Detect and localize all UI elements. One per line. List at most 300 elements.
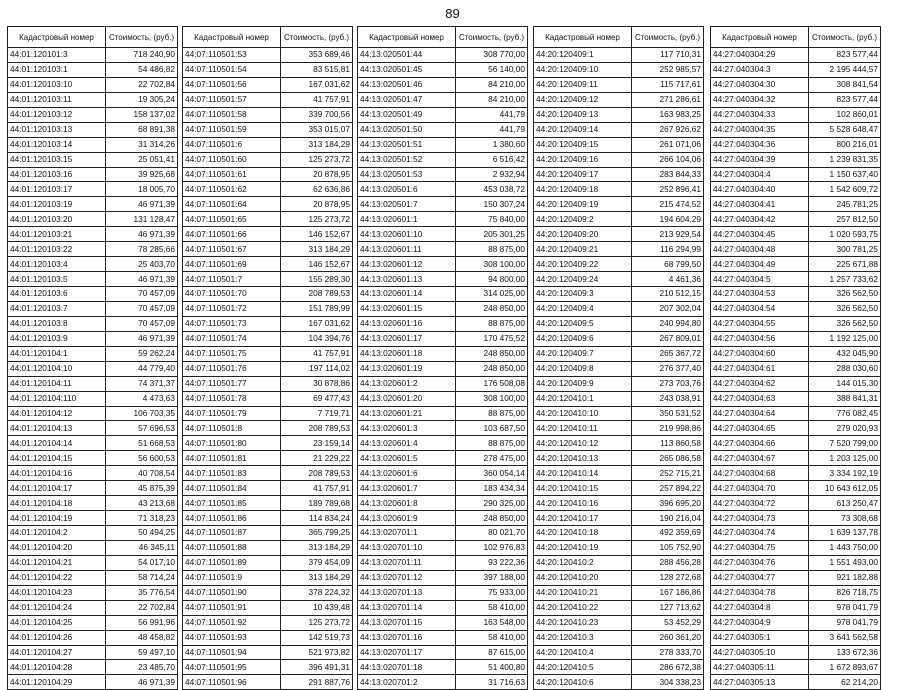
cadastral-number: 44:20:120410:18 xyxy=(534,526,632,541)
cost-value: 146 152,67 xyxy=(281,227,353,242)
cadastral-number: 44:13:020501:6 xyxy=(358,182,456,197)
cost-value: 25 051,41 xyxy=(106,152,178,167)
cost-value: 326 562,50 xyxy=(809,301,881,316)
cost-value: 20 878,95 xyxy=(281,167,353,182)
table-row xyxy=(183,421,353,436)
cadastral-number: 44:20:120409:9 xyxy=(534,376,632,391)
cost-value: 68 799,50 xyxy=(632,257,704,272)
cadastral-number: 44:20:120409:8 xyxy=(534,361,632,376)
cost-value: 978 041,79 xyxy=(809,615,881,630)
table-row xyxy=(183,182,353,197)
table-row xyxy=(8,182,178,197)
table-row xyxy=(358,331,528,346)
cost-value: 46 971,39 xyxy=(106,675,178,690)
table-row xyxy=(183,466,353,481)
cadastral-number: 44:27:040304:41 xyxy=(711,197,809,212)
cost-value: 1 672 893,67 xyxy=(809,660,881,675)
cost-value: 288 456,28 xyxy=(632,555,704,570)
cadastral-number: 44:07:110501:69 xyxy=(183,257,281,272)
cost-value: 339 700,56 xyxy=(281,107,353,122)
cadastral-number: 44:01:120104:20 xyxy=(8,540,106,555)
cost-value: 114 834,24 xyxy=(281,511,353,526)
table-row xyxy=(534,451,704,466)
cadastral-number: 44:20:120410:23 xyxy=(534,615,632,630)
table-row xyxy=(183,645,353,660)
table-row xyxy=(711,331,881,346)
cadastral-number: 44:07:110501:88 xyxy=(183,540,281,555)
cost-value: 1 150 637,40 xyxy=(809,167,881,182)
cost-value: 176 508,08 xyxy=(456,376,528,391)
cost-value: 273 703,76 xyxy=(632,376,704,391)
table-row xyxy=(183,48,353,63)
table-row xyxy=(183,242,353,257)
cadastral-number: 44:07:110501:74 xyxy=(183,331,281,346)
cadastral-number: 44:27:040304:53 xyxy=(711,287,809,302)
cadastral-number: 44:20:120410:10 xyxy=(534,406,632,421)
cadastral-number: 44:20:120410:19 xyxy=(534,540,632,555)
table-row xyxy=(183,272,353,287)
table-row xyxy=(358,660,528,675)
cost-value: 144 015,30 xyxy=(809,376,881,391)
cost-value: 46 971,39 xyxy=(106,272,178,287)
cost-value: 74 371,37 xyxy=(106,376,178,391)
table-row xyxy=(8,585,178,600)
cadastral-number: 44:20:120409:12 xyxy=(534,92,632,107)
cadastral-number: 44:13:020701:17 xyxy=(358,645,456,660)
cost-value: 4 461,36 xyxy=(632,272,704,287)
cost-value: 41 757,91 xyxy=(281,481,353,496)
cost-value: 276 377,40 xyxy=(632,361,704,376)
table-row xyxy=(534,436,704,451)
cadastral-table-3 xyxy=(357,26,528,690)
cost-value: 133 672,36 xyxy=(809,645,881,660)
cost-value: 190 216,04 xyxy=(632,511,704,526)
table-row xyxy=(534,197,704,212)
cadastral-number: 44:13:020601:20 xyxy=(358,391,456,406)
header-number: Кадастровый номер xyxy=(534,27,632,48)
cadastral-number: 44:07:110501:67 xyxy=(183,242,281,257)
cadastral-number: 44:01:120101:3 xyxy=(8,48,106,63)
cost-value: 441,79 xyxy=(456,122,528,137)
cadastral-number: 44:01:120104:11 xyxy=(8,376,106,391)
cadastral-number: 44:20:120410:22 xyxy=(534,600,632,615)
header-cost: Стоимость, (руб.) xyxy=(456,27,528,48)
cadastral-number: 44:01:120103:4 xyxy=(8,257,106,272)
table-row xyxy=(8,77,178,92)
cost-value: 304 338,23 xyxy=(632,675,704,690)
table-row xyxy=(358,107,528,122)
header-number: Кадастровый номер xyxy=(183,27,281,48)
cadastral-number: 44:20:120409:18 xyxy=(534,182,632,197)
cadastral-number: 44:07:110501:8 xyxy=(183,421,281,436)
table-row xyxy=(8,615,178,630)
cost-value: 308 100,00 xyxy=(456,257,528,272)
cost-value: 73 308,68 xyxy=(809,511,881,526)
cost-value: 314 025,00 xyxy=(456,287,528,302)
cost-value: 80 021,70 xyxy=(456,526,528,541)
cost-value: 62 214,20 xyxy=(809,675,881,690)
table-row xyxy=(534,675,704,690)
table-row xyxy=(534,316,704,331)
cadastral-number: 44:13:020701:18 xyxy=(358,660,456,675)
cost-value: 3 334 192,19 xyxy=(809,466,881,481)
cost-value: 213 929,54 xyxy=(632,227,704,242)
cadastral-table-4 xyxy=(533,26,704,690)
table-row xyxy=(711,92,881,107)
cost-value: 45 875,39 xyxy=(106,481,178,496)
table-row xyxy=(183,361,353,376)
table-row xyxy=(534,242,704,257)
cadastral-number: 44:01:120103:9 xyxy=(8,331,106,346)
cadastral-number: 44:13:020701:14 xyxy=(358,600,456,615)
table-row xyxy=(358,361,528,376)
cadastral-number: 44:07:110501:9 xyxy=(183,570,281,585)
cost-value: 823 577,44 xyxy=(809,92,881,107)
cost-value: 2 932,94 xyxy=(456,167,528,182)
cadastral-number: 44:07:110501:65 xyxy=(183,212,281,227)
cost-value: 104 394,76 xyxy=(281,331,353,346)
table-row xyxy=(8,540,178,555)
table-row xyxy=(8,555,178,570)
cost-value: 718 240,90 xyxy=(106,48,178,63)
cadastral-number: 44:01:120103:6 xyxy=(8,287,106,302)
table-row xyxy=(358,675,528,690)
cadastral-number: 44:13:020501:53 xyxy=(358,167,456,182)
cadastral-number: 44:20:120409:24 xyxy=(534,272,632,287)
cadastral-number: 44:20:120409:7 xyxy=(534,346,632,361)
cadastral-number: 44:20:120409:4 xyxy=(534,301,632,316)
table-row xyxy=(8,92,178,107)
cadastral-number: 44:01:120104:10 xyxy=(8,361,106,376)
table-row xyxy=(183,92,353,107)
table-row xyxy=(534,660,704,675)
table-row xyxy=(8,152,178,167)
cadastral-number: 44:27:040304:48 xyxy=(711,242,809,257)
table-row xyxy=(183,331,353,346)
table-row xyxy=(711,137,881,152)
table-row xyxy=(358,540,528,555)
table-row xyxy=(534,376,704,391)
table-row xyxy=(183,257,353,272)
table-row xyxy=(711,257,881,272)
cadastral-number: 44:20:120410:12 xyxy=(534,436,632,451)
table-row xyxy=(8,511,178,526)
table-row xyxy=(358,92,528,107)
cadastral-number: 44:07:110501:83 xyxy=(183,466,281,481)
table-row xyxy=(183,496,353,511)
cadastral-number: 44:13:020501:51 xyxy=(358,137,456,152)
cadastral-number: 44:27:040304:39 xyxy=(711,152,809,167)
cadastral-number: 44:20:120410:3 xyxy=(534,630,632,645)
table-row xyxy=(8,600,178,615)
cost-value: 54 017,10 xyxy=(106,555,178,570)
table-row xyxy=(8,451,178,466)
table-row xyxy=(8,376,178,391)
table-row xyxy=(358,585,528,600)
header-number: Кадастровый номер xyxy=(711,27,809,48)
cost-value: 10 643 612,05 xyxy=(809,481,881,496)
table-row xyxy=(534,48,704,63)
table-row xyxy=(358,376,528,391)
cost-value: 266 104,06 xyxy=(632,152,704,167)
table-row xyxy=(534,555,704,570)
cost-value: 158 137,02 xyxy=(106,107,178,122)
cost-value: 291 887,76 xyxy=(281,675,353,690)
table-row xyxy=(183,570,353,585)
cadastral-number: 44:01:120103:20 xyxy=(8,212,106,227)
cost-value: 1 443 750,00 xyxy=(809,540,881,555)
table-row xyxy=(534,287,704,302)
table-row xyxy=(358,272,528,287)
cost-value: 257 894,22 xyxy=(632,481,704,496)
table-row xyxy=(534,62,704,77)
cadastral-number: 44:20:120409:16 xyxy=(534,152,632,167)
cost-value: 267 926,62 xyxy=(632,122,704,137)
cadastral-number: 44:27:040304:68 xyxy=(711,466,809,481)
cadastral-number: 44:20:120410:11 xyxy=(534,421,632,436)
cost-value: 46 971,39 xyxy=(106,197,178,212)
table-row xyxy=(183,615,353,630)
table-row xyxy=(711,287,881,302)
cost-value: 88 875,00 xyxy=(456,316,528,331)
cost-value: 7 719,71 xyxy=(281,406,353,421)
table-row xyxy=(358,197,528,212)
cost-value: 84 210,00 xyxy=(456,92,528,107)
table-row xyxy=(534,167,704,182)
cost-value: 57 696,53 xyxy=(106,421,178,436)
cost-value: 18 005,70 xyxy=(106,182,178,197)
cadastral-number: 44:13:020701:11 xyxy=(358,555,456,570)
cost-value: 163 983,25 xyxy=(632,107,704,122)
table-row xyxy=(711,555,881,570)
cost-value: 350 531,52 xyxy=(632,406,704,421)
cost-value: 78 285,66 xyxy=(106,242,178,257)
cadastral-number: 44:13:020601:15 xyxy=(358,301,456,316)
cost-value: 102 860,01 xyxy=(809,107,881,122)
cost-value: 286 672,38 xyxy=(632,660,704,675)
cadastral-number: 44:01:120103:5 xyxy=(8,272,106,287)
table-row xyxy=(358,600,528,615)
cadastral-number: 44:13:020501:47 xyxy=(358,92,456,107)
cost-value: 68 891,38 xyxy=(106,122,178,137)
cadastral-number: 44:01:120104:27 xyxy=(8,645,106,660)
cost-value: 1 639 137,78 xyxy=(809,526,881,541)
cost-value: 326 562,50 xyxy=(809,316,881,331)
table-row xyxy=(711,361,881,376)
cadastral-number: 44:07:110501:64 xyxy=(183,197,281,212)
cadastral-number: 44:01:120103:12 xyxy=(8,107,106,122)
cost-value: 353 689,46 xyxy=(281,48,353,63)
table-row xyxy=(358,615,528,630)
table-row xyxy=(711,301,881,316)
header-number: Кадастровый номер xyxy=(8,27,106,48)
cadastral-number: 44:07:110501:95 xyxy=(183,660,281,675)
cadastral-number: 44:07:110501:91 xyxy=(183,600,281,615)
table-row xyxy=(358,316,528,331)
table-row xyxy=(358,182,528,197)
cost-value: 167 031,62 xyxy=(281,316,353,331)
cost-value: 396 695,20 xyxy=(632,496,704,511)
cadastral-number: 44:13:020601:18 xyxy=(358,346,456,361)
table-row xyxy=(358,451,528,466)
cost-value: 19 305,24 xyxy=(106,92,178,107)
cost-value: 113 860,58 xyxy=(632,436,704,451)
cadastral-number: 44:13:020601:10 xyxy=(358,227,456,242)
cadastral-number: 44:13:020501:45 xyxy=(358,62,456,77)
cadastral-number: 44:13:020601:17 xyxy=(358,331,456,346)
cost-value: 48 458,82 xyxy=(106,630,178,645)
table-row xyxy=(358,570,528,585)
table-row xyxy=(183,600,353,615)
cadastral-number: 44:13:020501:49 xyxy=(358,107,456,122)
table-row xyxy=(183,436,353,451)
cost-value: 56 600,53 xyxy=(106,451,178,466)
cost-value: 59 497,10 xyxy=(106,645,178,660)
header-cost: Стоимость, (руб.) xyxy=(281,27,353,48)
cadastral-number: 44:13:020601:1 xyxy=(358,212,456,227)
table-row xyxy=(711,212,881,227)
cadastral-number: 44:13:020701:16 xyxy=(358,630,456,645)
table-row xyxy=(183,227,353,242)
cadastral-number: 44:20:120410:15 xyxy=(534,481,632,496)
cadastral-number: 44:01:120104:13 xyxy=(8,421,106,436)
cadastral-number: 44:27:040305:10 xyxy=(711,645,809,660)
cadastral-number: 44:13:020701:2 xyxy=(358,675,456,690)
cadastral-number: 44:27:040304:40 xyxy=(711,182,809,197)
cadastral-number: 44:27:040304:74 xyxy=(711,526,809,541)
cost-value: 1 257 733,62 xyxy=(809,272,881,287)
cost-value: 31 314,26 xyxy=(106,137,178,152)
cost-value: 102 976,83 xyxy=(456,540,528,555)
cost-value: 397 188,00 xyxy=(456,570,528,585)
table-row xyxy=(8,242,178,257)
cadastral-number: 44:07:110501:57 xyxy=(183,92,281,107)
table-row xyxy=(358,481,528,496)
header-number: Кадастровый номер xyxy=(358,27,456,48)
cadastral-number: 44:01:120103:21 xyxy=(8,227,106,242)
cost-value: 197 114,02 xyxy=(281,361,353,376)
cadastral-number: 44:01:120104:18 xyxy=(8,496,106,511)
cost-value: 1 380,60 xyxy=(456,137,528,152)
cost-value: 51 668,53 xyxy=(106,436,178,451)
table-row xyxy=(534,257,704,272)
cadastral-number: 44:27:040304:64 xyxy=(711,406,809,421)
cadastral-number: 44:27:040304:3 xyxy=(711,62,809,77)
cadastral-number: 44:13:020601:19 xyxy=(358,361,456,376)
cost-value: 441,79 xyxy=(456,107,528,122)
table-row xyxy=(358,242,528,257)
cost-value: 54 486,82 xyxy=(106,62,178,77)
cost-value: 31 716,63 xyxy=(456,675,528,690)
cost-value: 155 289,30 xyxy=(281,272,353,287)
table-row xyxy=(183,122,353,137)
table-row xyxy=(358,421,528,436)
table-row xyxy=(183,451,353,466)
cost-value: 308 770,00 xyxy=(456,48,528,63)
cadastral-number: 44:20:120410:14 xyxy=(534,466,632,481)
cost-value: 215 474,52 xyxy=(632,197,704,212)
table-row xyxy=(711,630,881,645)
cost-value: 30 878,86 xyxy=(281,376,353,391)
cost-value: 800 216,01 xyxy=(809,137,881,152)
table-row xyxy=(8,301,178,316)
cadastral-number: 44:20:120409:3 xyxy=(534,287,632,302)
table-row xyxy=(711,48,881,63)
cost-value: 978 041,79 xyxy=(809,600,881,615)
table-row xyxy=(8,361,178,376)
cost-value: 5 528 648,47 xyxy=(809,122,881,137)
cost-value: 35 776,54 xyxy=(106,585,178,600)
table-row xyxy=(8,406,178,421)
cost-value: 75 933,00 xyxy=(456,585,528,600)
cadastral-number: 44:01:120104:26 xyxy=(8,630,106,645)
cost-value: 252 985,57 xyxy=(632,62,704,77)
cost-value: 248 850,00 xyxy=(456,346,528,361)
cost-value: 826 718,75 xyxy=(809,585,881,600)
cadastral-number: 44:27:040304:9 xyxy=(711,615,809,630)
cost-value: 308 841,54 xyxy=(809,77,881,92)
cost-value: 260 361,20 xyxy=(632,630,704,645)
table-row xyxy=(534,540,704,555)
table-row xyxy=(711,197,881,212)
cost-value: 167 031,62 xyxy=(281,77,353,92)
table-row xyxy=(183,406,353,421)
table-row xyxy=(711,316,881,331)
cadastral-number: 44:20:120409:20 xyxy=(534,227,632,242)
cadastral-number: 44:07:110501:92 xyxy=(183,615,281,630)
cost-value: 116 294,99 xyxy=(632,242,704,257)
header-cost: Стоимость, (руб.) xyxy=(809,27,881,48)
cost-value: 84 210,00 xyxy=(456,77,528,92)
cadastral-number: 44:20:120409:13 xyxy=(534,107,632,122)
table-row xyxy=(183,526,353,541)
cost-value: 278 333,70 xyxy=(632,645,704,660)
cadastral-number: 44:01:120103:8 xyxy=(8,316,106,331)
cost-value: 23 485,70 xyxy=(106,660,178,675)
table-row xyxy=(358,436,528,451)
cost-value: 115 717,61 xyxy=(632,77,704,92)
table-row xyxy=(534,92,704,107)
table-row xyxy=(358,406,528,421)
cost-value: 88 875,00 xyxy=(456,406,528,421)
cadastral-number: 44:27:040304:60 xyxy=(711,346,809,361)
table-row xyxy=(534,570,704,585)
cadastral-number: 44:07:110501:85 xyxy=(183,496,281,511)
table-row xyxy=(183,152,353,167)
cadastral-number: 44:20:120409:15 xyxy=(534,137,632,152)
cost-value: 279 020,93 xyxy=(809,421,881,436)
cadastral-number: 44:27:040305:13 xyxy=(711,675,809,690)
cadastral-number: 44:01:120103:7 xyxy=(8,301,106,316)
cost-value: 43 213,68 xyxy=(106,496,178,511)
cost-value: 105 752,90 xyxy=(632,540,704,555)
cost-value: 41 757,91 xyxy=(281,92,353,107)
cadastral-number: 44:01:120103:14 xyxy=(8,137,106,152)
table-row xyxy=(358,257,528,272)
cost-value: 88 875,00 xyxy=(456,436,528,451)
table-row xyxy=(8,257,178,272)
cadastral-number: 44:07:110501:84 xyxy=(183,481,281,496)
cadastral-number: 44:07:110501:7 xyxy=(183,272,281,287)
cost-value: 62 636,86 xyxy=(281,182,353,197)
cost-value: 313 184,29 xyxy=(281,540,353,555)
cadastral-number: 44:07:110501:96 xyxy=(183,675,281,690)
table-row xyxy=(8,122,178,137)
table-row xyxy=(711,227,881,242)
cadastral-number: 44:07:110501:80 xyxy=(183,436,281,451)
table-row xyxy=(8,212,178,227)
cadastral-number: 44:27:040304:63 xyxy=(711,391,809,406)
